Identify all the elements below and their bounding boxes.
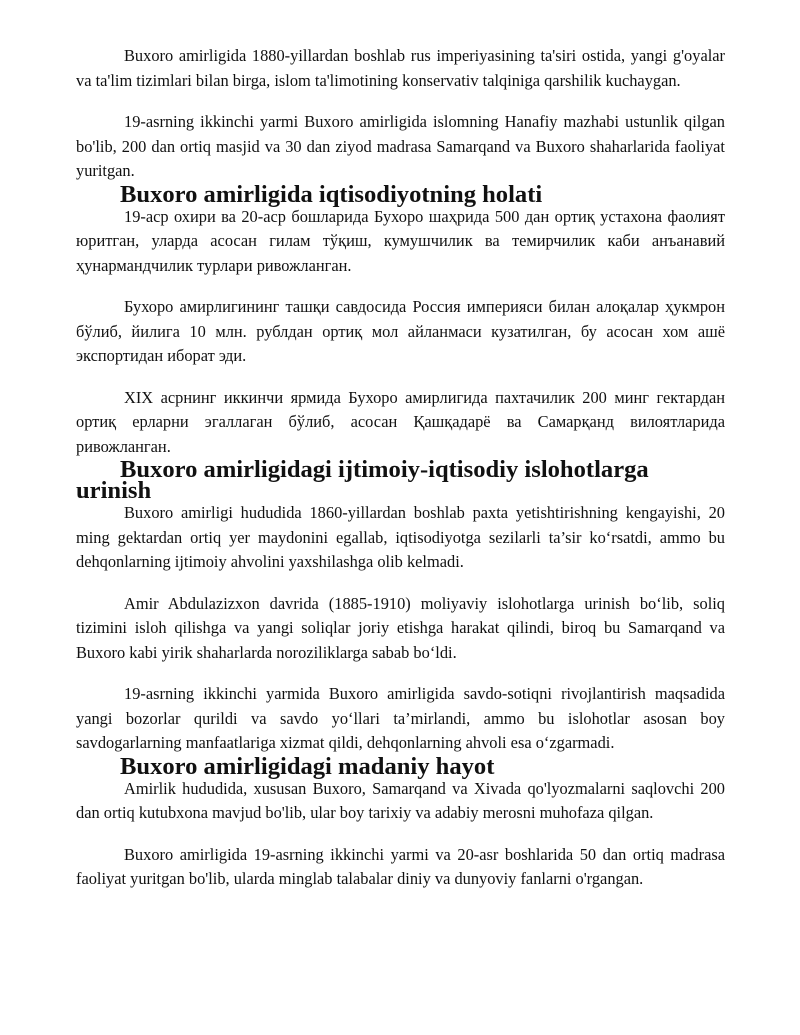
paragraph: XIX асрнинг иккинчи ярмида Бухоро амирлигида пахтачилик 200 минг гектардан ортиқ ерларни эгаллаган бўлиб, асосан Қашқадарё ва Самарқанд вилоятларида ривожланган. — [76, 387, 725, 456]
section-culture — [76, 752, 725, 892]
section-heading: Buxoro amirligidagi ijtimoiy-iqtisodiy islohotlarga urinish — [76, 456, 649, 504]
document-page — [76, 44, 725, 892]
paragraph: Buxoro amirligi hududida 1860-yillardan boshlab paxta yetishtirishning kengayishi, 20 ming gektardan ortiq yer maydonini egallab, iqtisodiyotga sezilarli ta’sir ko‘rsatdi, ammo bu dehqonlarning ijtimoiy ahvolini yaxshilashga olib kelmadi. — [76, 503, 725, 571]
paragraph: Бухоро амирлигининг ташқи савдосида Россия империяси билан алоқалар ҳукмрон бўлиб, йилига 10 млн. рублдан ортиқ мол айланмаси кузатилган, бу асосан хом ашё экспортидан иборат эди. — [76, 297, 725, 365]
paragraph: Buxoro amirligida 19-asrning ikkinchi yarmi va 20-asr boshlarida 50 dan ortiq madrasa faoliyat yuritgan bo'lib, ularda minglab talabalar diniy va dunyoviy fanlarni o'rgangan. — [76, 844, 725, 888]
paragraph: 19-asrning ikkinchi yarmi Buxoro amirligida islomning Hanafiy mazhabi ustunlik qilgan bo'lib, 200 dan ortiq masjid va 30 dan ziyod madrasa Samarqand va Buxoro shaharlarida faoliyat yuritgan. — [76, 112, 725, 180]
paragraph: 19-asrning ikkinchi yarmida Buxoro amirligida savdo-sotiqni rivojlantirish maqsadida yangi bozorlar qurildi va savdo yo‘llari ta’mirlandi, ammo bu islohotlar asosan boy savdogarlarning manfaatlariga xizmat qildi, dehqonlarning ahvoli esa o‘zgarmadi. — [76, 684, 725, 752]
paragraph: 19-аср охири ва 20-аср бошларида Бухоро шаҳрида 500 дан ортиқ устахона фаолият юритган, уларда асосан гилам тўқиш, кумушчилик ва темирчилик каби анъанавий ҳунармандчилик турлари ривожланган. — [76, 206, 725, 275]
section-economy — [76, 180, 725, 460]
paragraph: Buxoro amirligida 1880-yillardan boshlab rus imperiyasining ta'siri ostida, yangi g'oyalar va ta'lim tizimlari bilan birga, islom ta'limotining konservativ talqiniga qarshilik kuchaygan. — [76, 46, 725, 90]
section-heading: Buxoro amirligida iqtisodiyotning holati — [120, 180, 543, 208]
section-reforms — [76, 456, 725, 756]
paragraph: Amir Abdulazizxon davrida (1885-1910) moliyaviy islohotlarga urinish bo‘lib, soliq tizimini isloh qilishga va yangi soliqlar joriy etishga harakat qilindi, biroq bu Samarqand va Buxoro kabi yirik shaharlarda noroziliklarga sabab bo‘ldi. — [76, 593, 725, 662]
paragraph: Amirlik hududida, xususan Buxoro, Samarqand va Xivada qo'lyozmalarni saqlovchi 200 dan ortiq kutubxona mavjud bo'lib, ular boy tarixiy va adabiy merosni muhofaza qilgan. — [76, 778, 725, 822]
section-heading: Buxoro amirligidagi madaniy hayot — [120, 752, 495, 780]
